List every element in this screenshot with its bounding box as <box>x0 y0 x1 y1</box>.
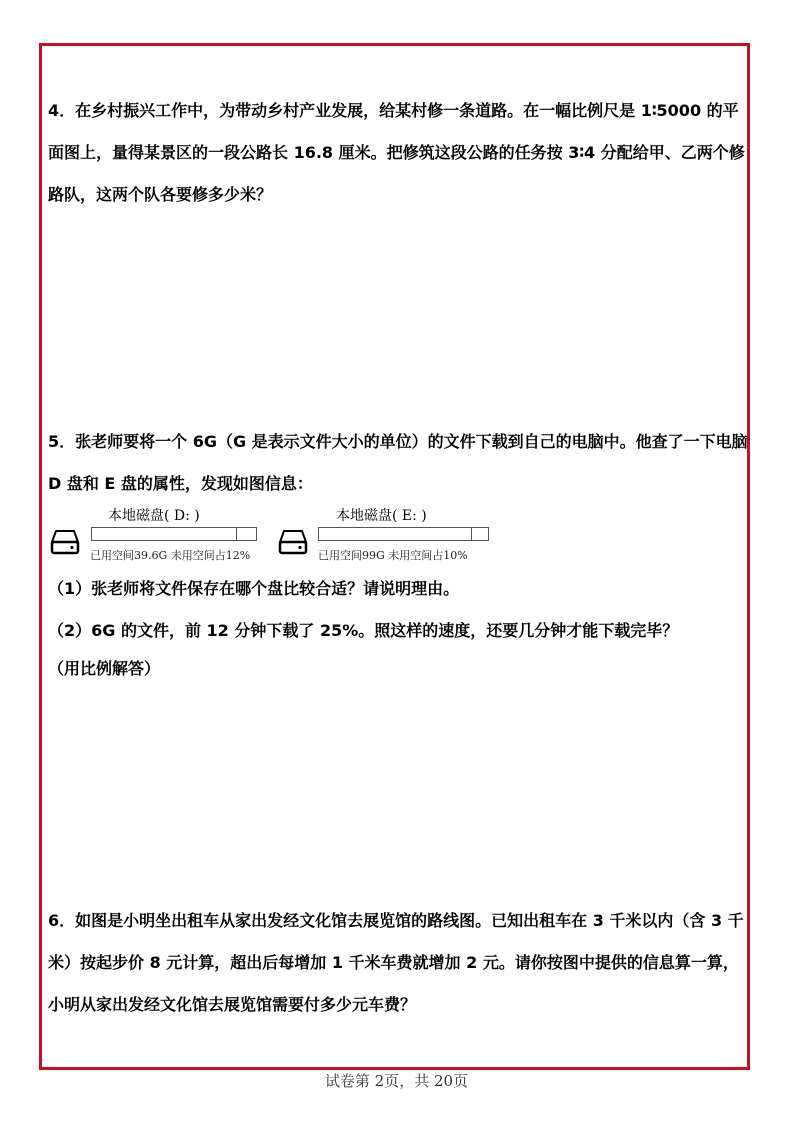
disk-e-title: 本地磁盘( E: ) <box>336 508 427 524</box>
question-5: 5．张老师要将一个 6G（G 是表示文件大小的单位）的文件下载到自己的电脑中。他查了一下电脑 D 盘和 E 盘的属性，发现如图信息： <box>48 432 748 493</box>
question-5-part-2: （2）6G 的文件，前 12 分钟下载了 25%。照这样的速度，还要几分钟才能下载完毕？ <box>48 621 679 640</box>
disk-d-info: 已用空间39.6G 未用空间占12% <box>90 549 251 562</box>
disk-d-usage-fill <box>92 528 237 540</box>
disk-d-title: 本地磁盘( D: ) <box>108 508 200 524</box>
page-footer: 试卷第 2页，共 20页 <box>324 1072 469 1090</box>
disk-d-properties <box>50 503 280 567</box>
disk-e-properties <box>278 503 508 567</box>
disk-d-usage-bar <box>91 527 257 541</box>
question-5-part-2-note: （用比例解答） <box>48 659 161 678</box>
hard-drive-icon <box>50 529 80 555</box>
disk-e-usage-fill <box>319 528 472 540</box>
disk-e-usage-bar <box>318 527 489 541</box>
disk-e-info: 已用空间99G 未用空间占10% <box>318 549 468 562</box>
question-5-part-1: （1）张老师将文件保存在哪个盘比较合适？请说明理由。 <box>48 579 460 598</box>
question-6: 6．如图是小明坐出租车从家出发经文化馆去展览馆的路线图。已知出租车在 3 千米以内（含 3 千米）按起步价 8 元计算，超出后每增加 1 千米车费就增加 2 元。请你按图中提供的信息算一算，小明从家出发经文化馆去展览馆需要付多少元车费？ <box>48 911 744 1014</box>
hard-drive-icon <box>278 529 308 555</box>
question-4: 4．在乡村振兴工作中，为带动乡村产业发展，给某村修一条道路。在一幅比例尺是 1∶5000 的平面图上，量得某景区的一段公路长 16.8 厘米。把修筑这段公路的任务按 3∶4 分配给甲、乙两个修路队，这两个队各要修多少米？ <box>48 101 745 204</box>
